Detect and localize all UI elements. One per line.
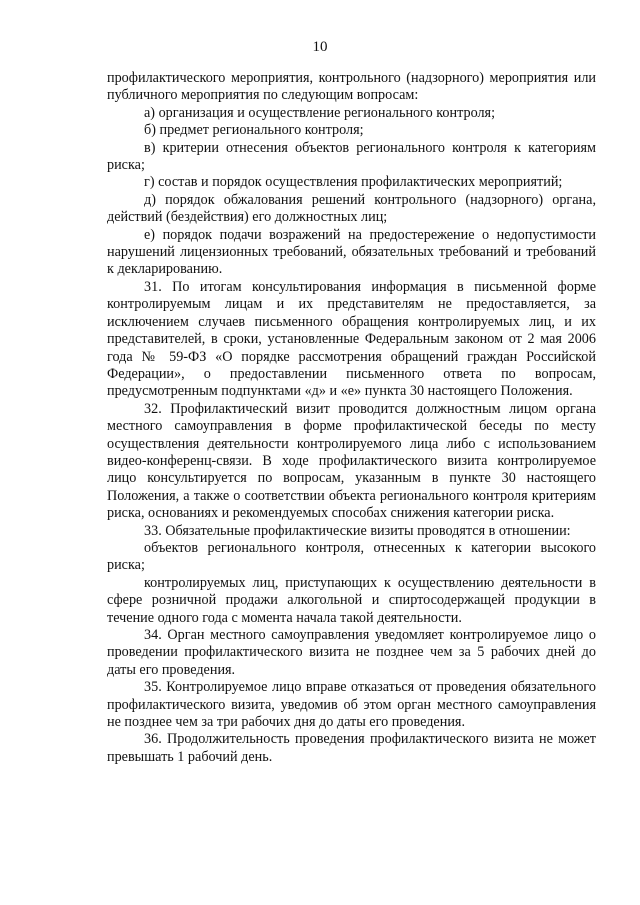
list-item-f: е) порядок подачи возражений на предостережение о недопустимости нарушений лицензионных требований, обязательных требований и требований к декларированию. bbox=[107, 226, 596, 278]
page-number: 10 bbox=[312, 39, 328, 55]
list-item-b: б) предмет регионального контроля; bbox=[144, 122, 364, 139]
clause-34: 34. Орган местного самоуправления уведомляет контролируемое лицо о проведении профилактического визита не позднее чем за 5 рабочих дней до даты его проведения. bbox=[107, 627, 596, 678]
list-item-d: г) состав и порядок осуществления профилактических мероприятий; bbox=[144, 174, 563, 191]
clause-35: 35. Контролируемое лицо вправе отказаться от проведения обязательного профилактического визита, уведомив об этом орган местного самоуправления не позднее чем за три рабочих дня до даты его проведения. bbox=[107, 679, 596, 731]
list-item-e: д) порядок обжалования решений контрольного (надзорного) органа, действий (бездействия) его должностных лиц; bbox=[107, 191, 596, 226]
clause-33-item-1: объектов регионального контроля, отнесенных к категории высокого риска; bbox=[107, 539, 596, 574]
clause-33-item-2: контролируемых лиц, приступающих к осуществлению деятельности в сфере розничной продажи алкогольной и спиртосодержащей продукции в течение одного года с момента начала такой деятельности. bbox=[107, 574, 596, 626]
paragraph-continuation: профилактического мероприятия, контрольного (надзорного) мероприятия или публичного мероприятия по следующим вопросам: bbox=[107, 70, 596, 104]
list-item-a: а) организация и осуществление регионального контроля; bbox=[144, 104, 496, 121]
clause-36: 36. Продолжительность проведения профилактического визита не может превышать 1 рабочий день. bbox=[107, 731, 596, 765]
document-body bbox=[107, 70, 596, 766]
clause-33: 33. Обязательные профилактические визиты проводятся в отношении: bbox=[144, 522, 571, 539]
clause-32: 32. Профилактический визит проводится должностным лицом органа местного самоуправления в форме профилактической беседы по месту осуществления деятельности контролируемого лица либо с использованием видео-конференц-связи. В ходе профилактического визита контролируемое лицо консультируется по вопросам, указанным в пункте 30 настоящего Положения, а также о соответствии объекта регионального контроля критериям риска, основаниях и рекомендуемых способах снижения категории риска. bbox=[107, 400, 596, 522]
list-item-c: в) критерии отнесения объектов регионального контроля к категориям риска; bbox=[107, 139, 596, 174]
clause-31: 31. По итогам консультирования информация в письменной форме контролируемым лицам и их представителям не предоставляется, за исключением случаев письменного обращения контролируемых лиц, и их представителей, в сроки, установленные Федеральным законом от 2 мая 2006 года № 59-ФЗ «О порядке рассмотрения обращений граждан Российской Федерации», о предоставлении письменного ответа по вопросам, предусмотренным подпунктами «д» и «е» пункта 30 настоящего Положения. bbox=[107, 278, 596, 400]
